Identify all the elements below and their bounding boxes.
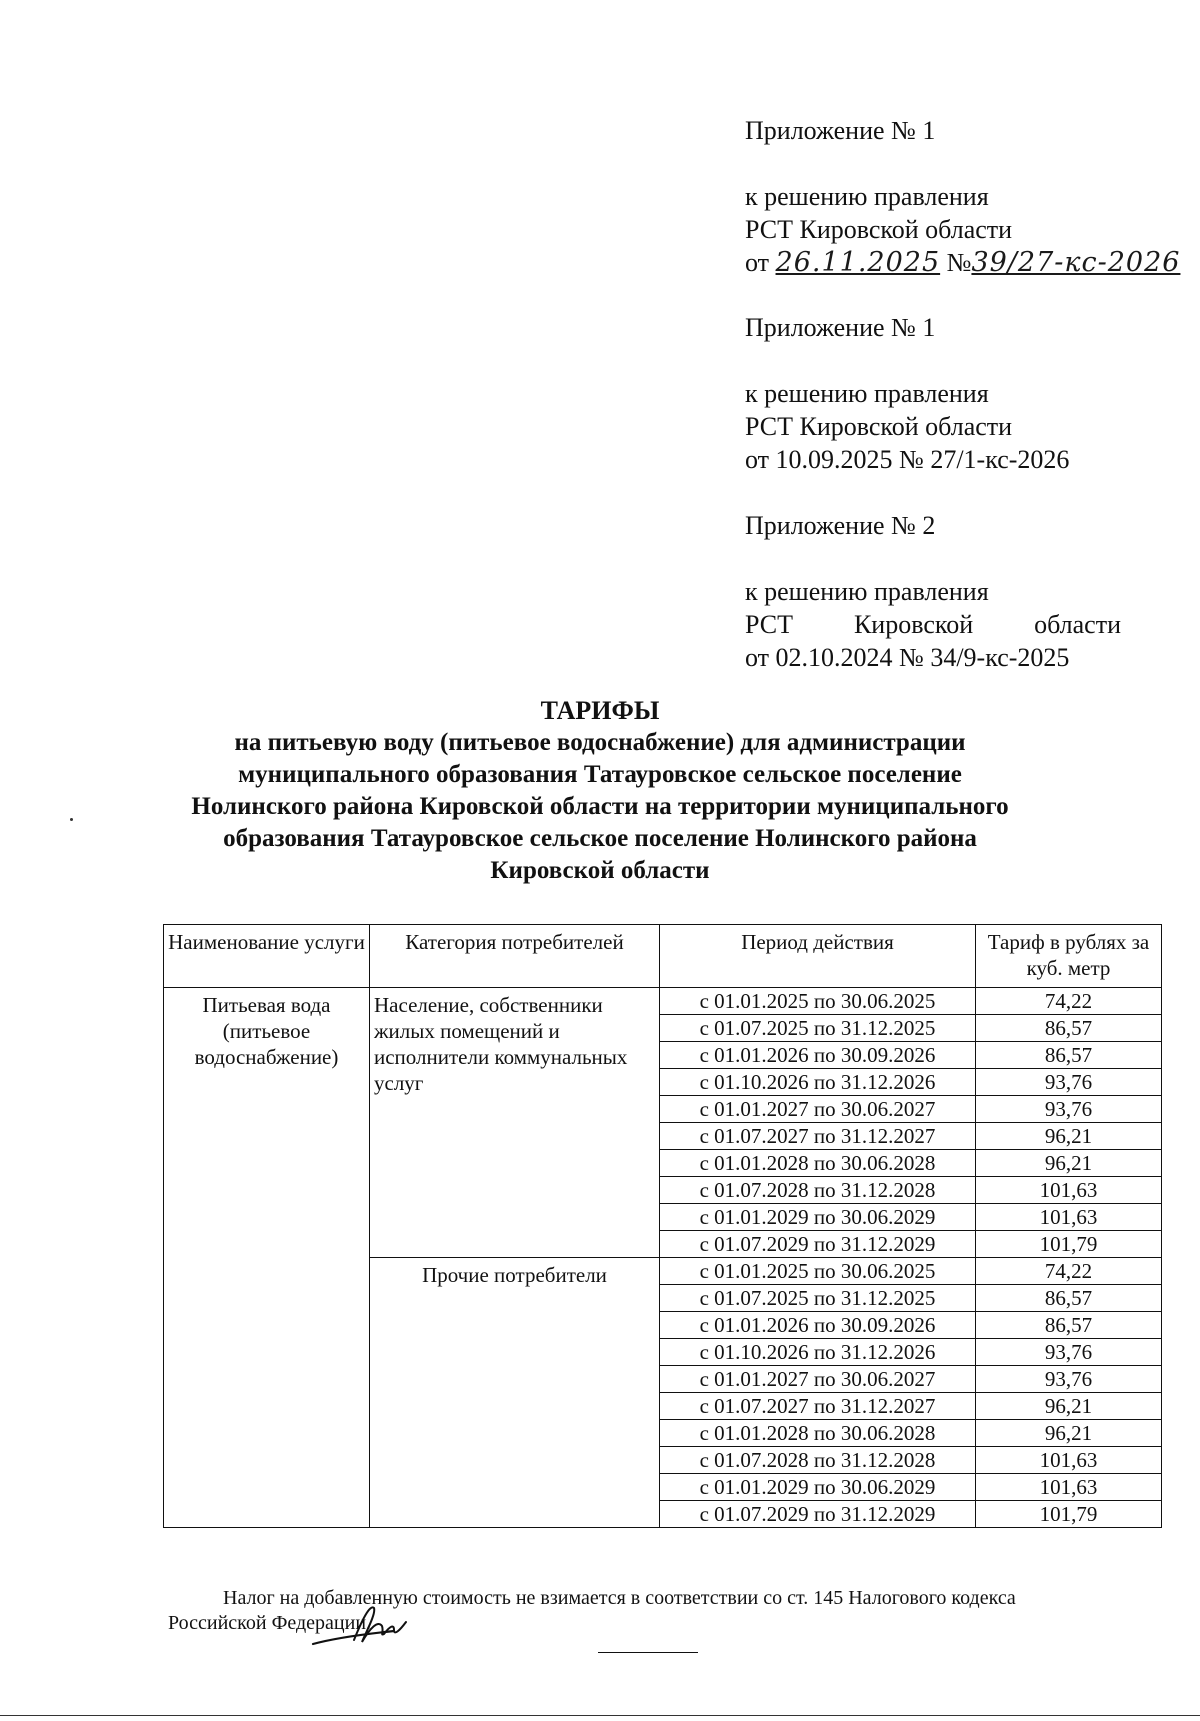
period-cell: с 01.01.2029 по 30.06.2029 xyxy=(660,1204,976,1231)
header-service: Наименование услуги xyxy=(164,925,370,988)
header-rate: Тариф в рублях за куб. метр xyxy=(976,925,1162,988)
period-cell: с 01.07.2025 по 31.12.2025 xyxy=(660,1285,976,1312)
rate-cell: 93,76 xyxy=(976,1096,1162,1123)
period-cell: с 01.01.2026 по 30.09.2026 xyxy=(660,1042,976,1069)
period-cell: с 01.07.2027 по 31.12.2027 xyxy=(660,1123,976,1150)
handwritten-date: 26.11.2025 xyxy=(775,247,941,278)
period-cell: с 01.01.2027 по 30.06.2027 xyxy=(660,1366,976,1393)
date-prefix: от xyxy=(745,248,776,277)
category-cell: Прочие потребители xyxy=(370,1258,660,1528)
rate-cell: 96,21 xyxy=(976,1420,1162,1447)
period-cell: с 01.01.2027 по 30.06.2027 xyxy=(660,1096,976,1123)
divider-line xyxy=(598,1652,698,1653)
tariff-table-wrap xyxy=(163,924,1162,1528)
rate-cell: 86,57 xyxy=(976,1015,1162,1042)
appendix-block-2 xyxy=(745,311,1069,476)
appendix-decision-line: к решению правления xyxy=(745,379,989,408)
bottom-rule xyxy=(0,1715,1200,1716)
appendix-authority-line xyxy=(745,608,1121,641)
number-prefix: № xyxy=(946,248,972,277)
rate-cell: 101,63 xyxy=(976,1447,1162,1474)
appendix-decision-line: к решению правления xyxy=(745,577,989,606)
rate-cell: 93,76 xyxy=(976,1339,1162,1366)
table-header-row xyxy=(164,925,1162,988)
period-cell: с 01.01.2028 по 30.06.2028 xyxy=(660,1420,976,1447)
period-cell: с 01.01.2029 по 30.06.2029 xyxy=(660,1474,976,1501)
appendix-title: Приложение № 1 xyxy=(745,313,936,342)
period-cell: с 01.01.2025 по 30.06.2025 xyxy=(660,1258,976,1285)
period-cell: с 01.10.2026 по 31.12.2026 xyxy=(660,1339,976,1366)
signature-mark xyxy=(310,1598,430,1654)
authority-word-1: РСТ xyxy=(745,610,794,639)
header-category: Категория потребителей xyxy=(370,925,660,988)
authority-word-2: Кировской xyxy=(853,610,974,639)
rate-cell: 96,21 xyxy=(976,1393,1162,1420)
service-name-cell: Питьевая вода (питьевое водоснабжение) xyxy=(164,988,370,1528)
period-cell: с 01.01.2025 по 30.06.2025 xyxy=(660,988,976,1015)
rate-cell: 101,63 xyxy=(976,1204,1162,1231)
tariff-table xyxy=(163,924,1162,1528)
period-cell: с 01.01.2028 по 30.06.2028 xyxy=(660,1150,976,1177)
header-period: Период действия xyxy=(660,925,976,988)
rate-cell: 93,76 xyxy=(976,1069,1162,1096)
rate-cell: 96,21 xyxy=(976,1150,1162,1177)
heading-line-5: Кировской области xyxy=(490,857,710,884)
scan-speck xyxy=(70,818,73,821)
appendix-decision-line: к решению правления xyxy=(745,182,989,211)
appendix-date-line: от 10.09.2025 № 27/1-кс-2026 xyxy=(745,445,1070,474)
heading-line-3: Нолинского района Кировской области на территории муниципального xyxy=(191,793,1009,820)
rate-cell: 96,21 xyxy=(976,1123,1162,1150)
appendix-authority-line: РСТ Кировской области xyxy=(745,215,1013,244)
period-cell: с 01.07.2025 по 31.12.2025 xyxy=(660,1015,976,1042)
period-cell: с 01.01.2026 по 30.09.2026 xyxy=(660,1312,976,1339)
heading-line-2: муниципального образования Татауровское сельское поселение xyxy=(238,761,962,788)
period-cell: с 01.07.2028 по 31.12.2028 xyxy=(660,1177,976,1204)
appendix-date-line xyxy=(745,246,1180,279)
period-cell: с 01.07.2027 по 31.12.2027 xyxy=(660,1393,976,1420)
category-cell: Население, собственники жилых помещений и исполнители коммунальных услуг xyxy=(370,988,660,1258)
appendix-title: Приложение № 1 xyxy=(745,116,936,145)
rate-cell: 101,79 xyxy=(976,1231,1162,1258)
rate-cell: 74,22 xyxy=(976,1258,1162,1285)
rate-cell: 86,57 xyxy=(976,1042,1162,1069)
rate-cell: 74,22 xyxy=(976,988,1162,1015)
period-cell: с 01.10.2026 по 31.12.2026 xyxy=(660,1069,976,1096)
appendix-block-3 xyxy=(745,509,1121,674)
rate-cell: 101,79 xyxy=(976,1501,1162,1528)
appendix-title: Приложение № 2 xyxy=(745,511,936,540)
heading-line-1: на питьевую воду (питьевое водоснабжение) для администрации xyxy=(234,729,966,756)
period-cell: с 01.07.2029 по 31.12.2029 xyxy=(660,1231,976,1258)
table-body xyxy=(164,988,1162,1528)
rate-cell: 93,76 xyxy=(976,1366,1162,1393)
rate-cell: 86,57 xyxy=(976,1312,1162,1339)
authority-word-3: области xyxy=(1034,610,1121,639)
document-heading xyxy=(100,695,1100,887)
heading-title: ТАРИФЫ xyxy=(540,696,660,725)
vat-note: Налог на добавленную стоимость не взимается в соответствии со ст. 145 Налогового кодекса Российской Федерации. xyxy=(168,1587,1016,1634)
rate-cell: 101,63 xyxy=(976,1177,1162,1204)
heading-line-4: образования Татауровское сельское поселение Нолинского района xyxy=(223,825,977,852)
handwritten-number: 39/27-кс-2026 xyxy=(971,247,1181,278)
appendix-authority-line: РСТ Кировской области xyxy=(745,412,1013,441)
appendix-date-line: от 02.10.2024 № 34/9-кс-2025 xyxy=(745,643,1070,672)
table-row xyxy=(164,988,1162,1015)
rate-cell: 101,63 xyxy=(976,1474,1162,1501)
rate-cell: 86,57 xyxy=(976,1285,1162,1312)
period-cell: с 01.07.2028 по 31.12.2028 xyxy=(660,1447,976,1474)
period-cell: с 01.07.2029 по 31.12.2029 xyxy=(660,1501,976,1528)
appendix-block-1 xyxy=(745,114,1180,279)
